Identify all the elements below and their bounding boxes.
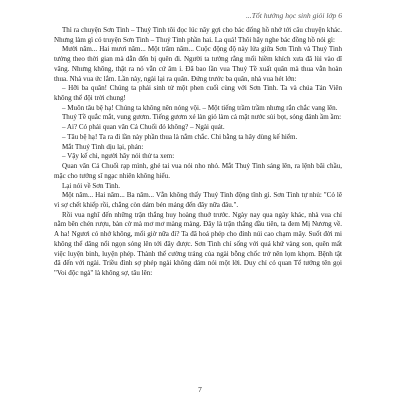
paragraph: Một năm... Hai năm... Ba năm... Vẫn không thấy Thuỷ Tinh động tĩnh gì. Sơn Tinh tự nhủ: "Có lẽ vì sợ chết khiếp rồi, chẳng còn dám bén mảng đến đây nữa đâu.". bbox=[54, 191, 342, 209]
paragraph: Quan văn Cả Chuối rạp mình, ghé tai vua nói nho nhỏ. Mắt Thuỷ Tinh sáng lên, ra lệnh bãi chầu, mặc cho tướng sĩ ngạc nhiên không hiểu. bbox=[54, 162, 342, 180]
paragraph: Lại nói về Sơn Tinh. bbox=[62, 181, 120, 190]
running-title: ...Tốt hướng học sinh giỏi lớp 6 bbox=[246, 10, 342, 20]
body-text bbox=[54, 26, 342, 279]
paragraph: Thì ra chuyện Sơn Tinh – Thuỷ Tinh tôi đọc lúc nãy gợi cho bác đống hồ nhớ tới câu chuyện khác. Nhưng làm gì có truyện Sơn Tinh – Thuỷ Tinh phần hai. La quá! Thôi hãy nghe bác đồng hồ nói gì: bbox=[54, 26, 342, 44]
paragraph: – Tâu bệ hạ! Ta ra đi lần này phần thua là nắm chắc. Chi bằng ta hãy dùng kế hiểm. bbox=[62, 132, 298, 141]
paragraph: Rồi vua nghĩ đến những trận thắng huy hoàng thuở trước. Ngày nay qua ngày khác, nhà vua chỉ nằm bên chén rượu, bàn cờ mà mơ mơ màng màng. Đây là trận thắng đầu tiên, ta đem Mị Nương về. A ha! Ngươi có nhớ không, mối giờ nữa đi? Ta đã hoá phép cho đỉnh núi cao chạm mây. Suốt đời mi không thể dâng nổi ngọn sóng lên tới đây được. Sơn Tinh chỉ sống với quá khứ vàng son, quên mất việc luyện binh, luyện phép. Thành thế cường tráng của ngài bỗng chốc trở nên lọm khọm. Bệnh tật đã đến với ngài. Triều đình sợ phép ngài không dám nói một lời. Duy chỉ có quan Tể tướng tên gọi "Voi độc ngà" là không sợ, tâu lên: bbox=[54, 210, 342, 277]
paragraph: Thuỷ Tề quắc mắt, vung gươm. Tiếng gươm xé làn gió làm cả mặt nước sủi bọt, sóng đánh ầm ầm: bbox=[62, 113, 342, 122]
paragraph: – Hỡi ba quân! Chúng ta phải sinh tử một phen cuối cùng với Sơn Tinh. Ta và chúa Tản Viên không thể đội trời chung! bbox=[54, 84, 342, 103]
page-number: 7 bbox=[198, 385, 202, 394]
paragraph: – Ai? Có phải quan văn Cả Chuối đó không? – Ngài quát. bbox=[62, 123, 225, 132]
paragraph: – Vậy kế chi, người hãy nói thử ta xem: bbox=[62, 152, 175, 161]
paragraph: Mắt Thuỷ Tinh dịu lại, phán: bbox=[62, 142, 144, 151]
paragraph: – Muôn tâu bệ hạ! Chúng ta không nên nóng vội. – Một tiếng trầm trầm nhưng rắn chắc vang lên. bbox=[62, 103, 338, 112]
paragraph: Mười năm... Hai mươi năm... Một trăm năm... Cuộc động độ này lửa giữa Sơn Tinh và Thuỷ Tinh tưởng theo thời gian mà dẫn đến bị quên đi. Người ta tưởng rằng mối hiềm khích xưa đã lùi vào dĩ vãng. Nhưng không, thật ra nó vẫn cứ âm ỉ. Đã bao lần vua Thuỷ Tề xuất quân mà thua vẫn hoàn thua. Nhà vua ức lắm. Lần này, ngài lại ra quân. Đứng trước ba quân, nhà vua hét lớn: bbox=[54, 45, 342, 83]
running-header bbox=[54, 7, 342, 23]
